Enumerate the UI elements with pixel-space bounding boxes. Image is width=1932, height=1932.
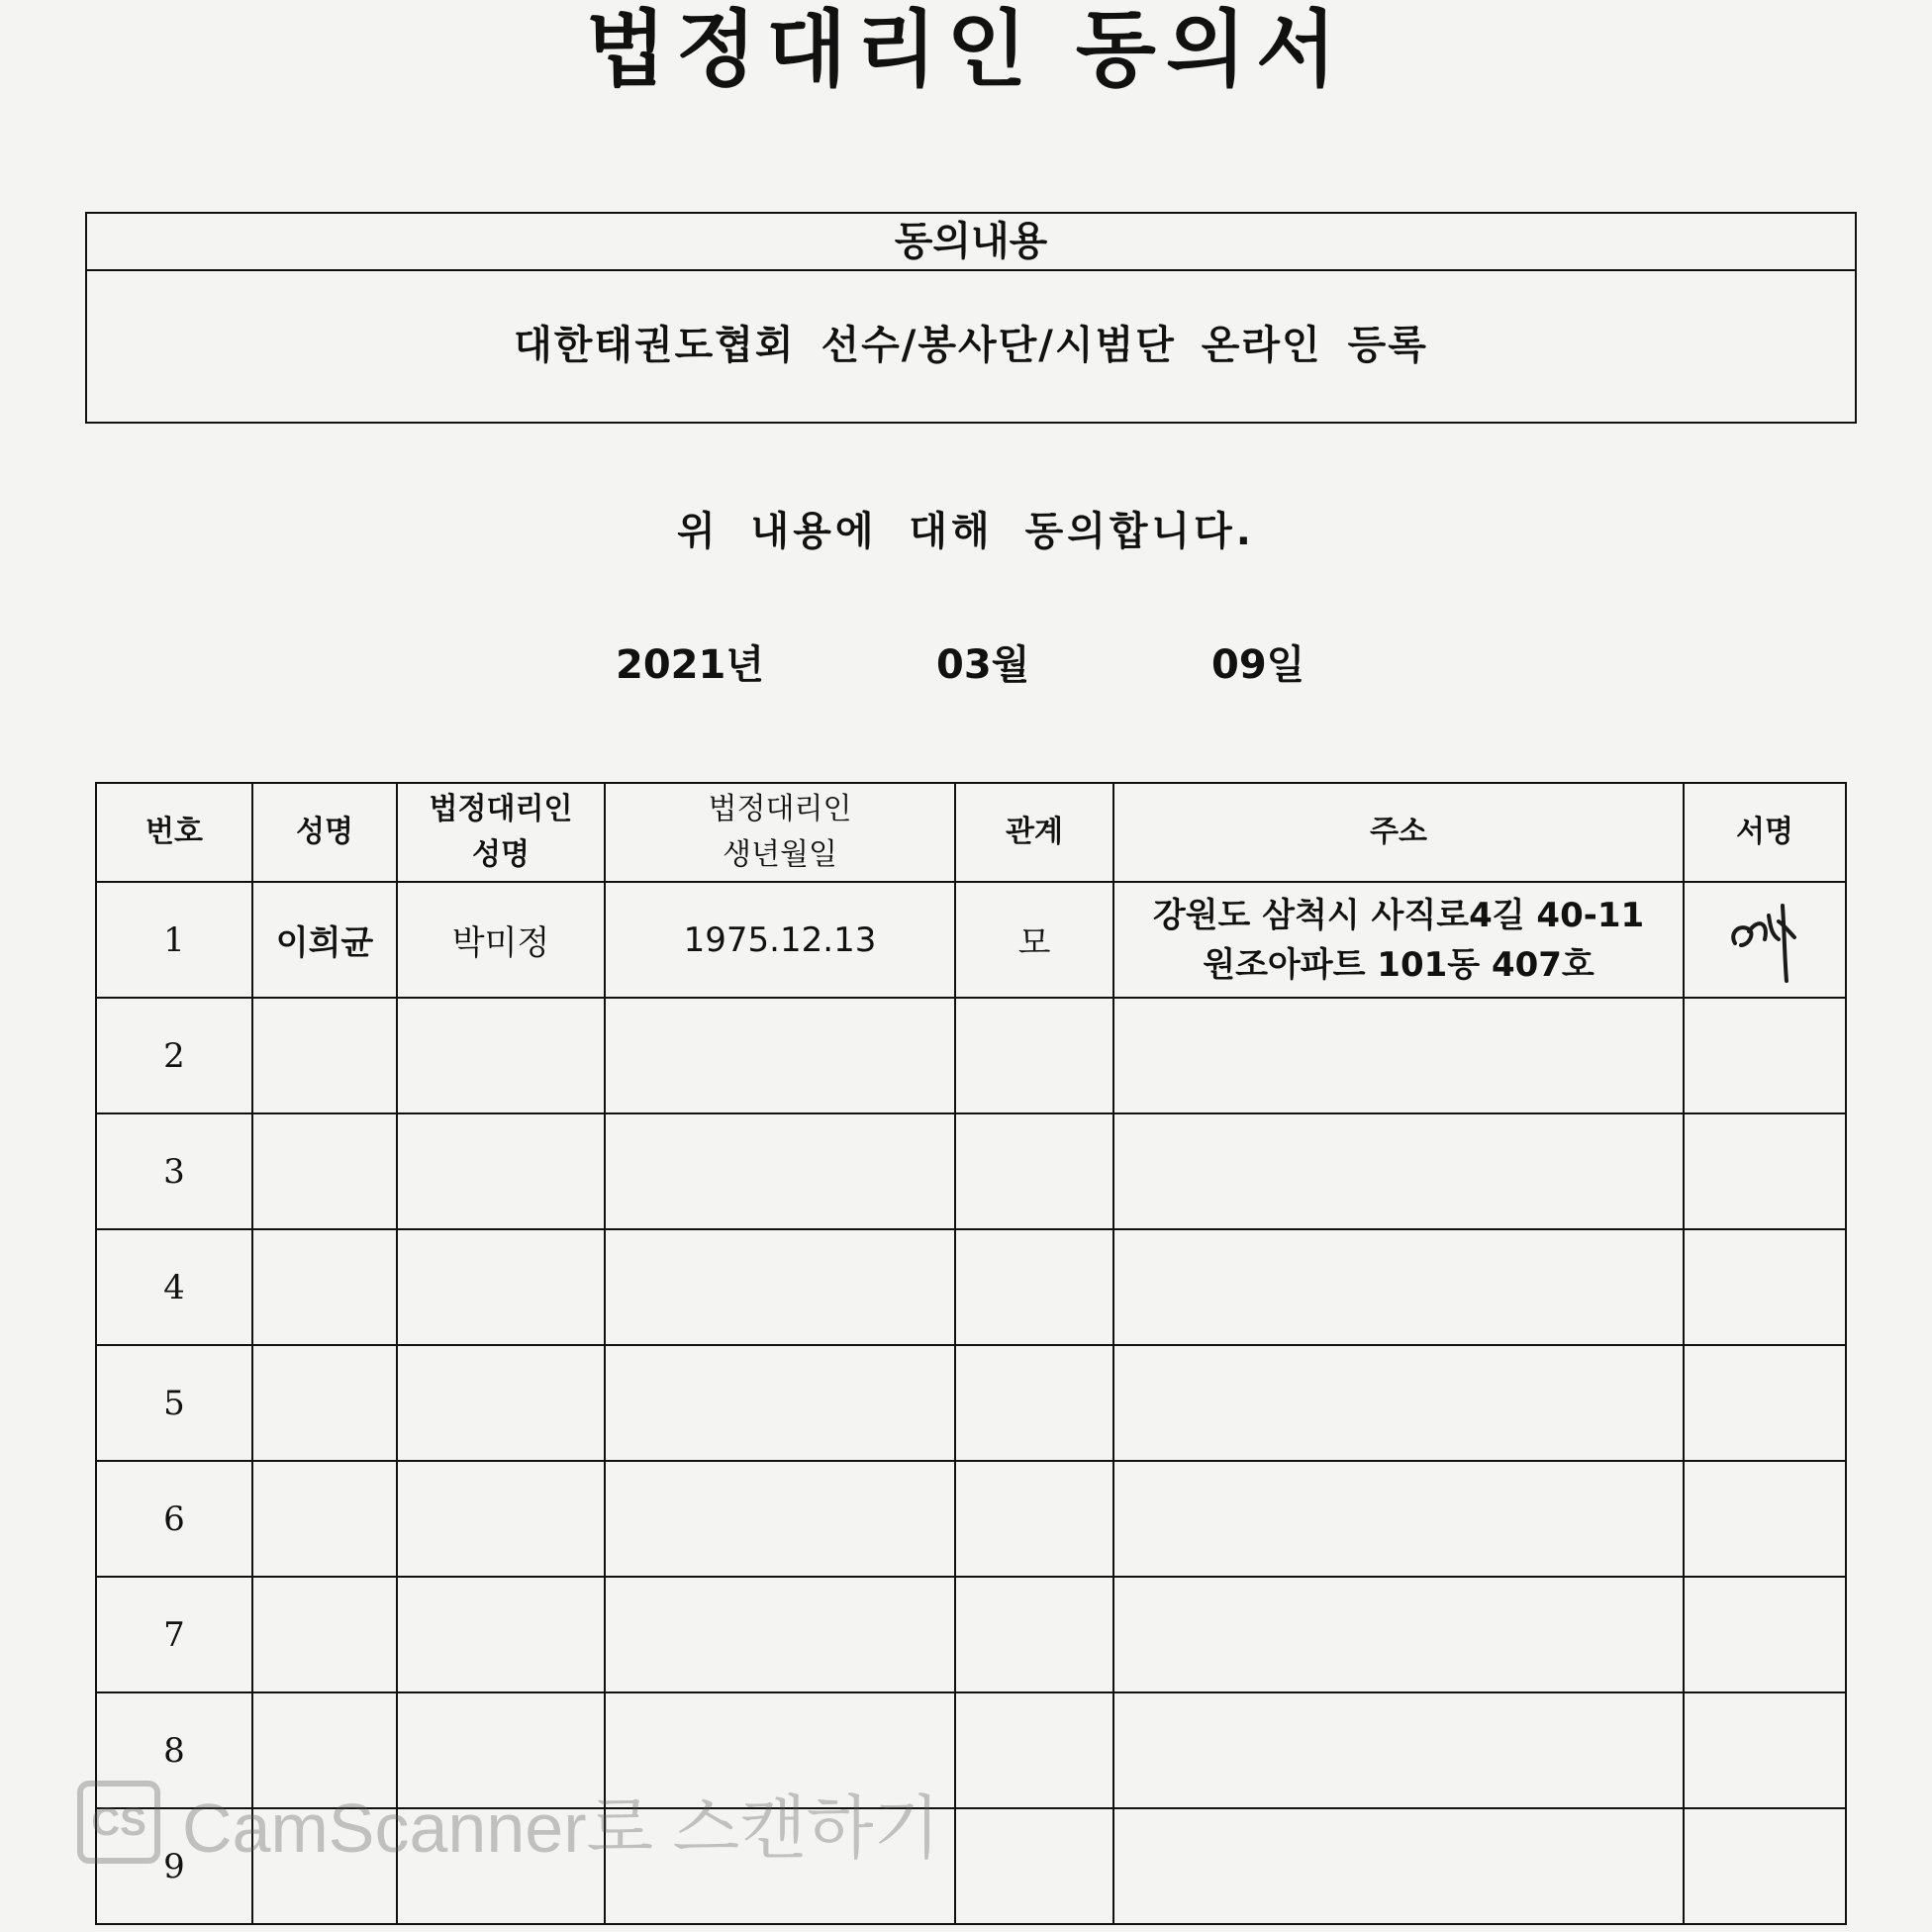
table-row xyxy=(96,1345,1846,1461)
row-number: 3 xyxy=(96,1113,252,1229)
date-day: 09일 xyxy=(1211,642,1305,688)
row-signature xyxy=(1684,998,1846,1113)
row-signature xyxy=(1684,1808,1846,1924)
row-number: 4 xyxy=(96,1229,252,1345)
row-number: 1 xyxy=(96,882,252,998)
row-number: 6 xyxy=(96,1461,252,1577)
row-number: 5 xyxy=(96,1345,252,1461)
header-relation: 관계 xyxy=(955,783,1113,882)
table-row xyxy=(96,998,1846,1113)
row-guardian-dob xyxy=(605,1229,955,1345)
row-student-name: 이희균 xyxy=(252,882,397,998)
row-signature xyxy=(1684,1229,1846,1345)
consent-content-header: 동의내용 xyxy=(87,214,1855,271)
row-number: 8 xyxy=(96,1692,252,1808)
row-guardian-dob: 1975.12.13 xyxy=(605,882,955,998)
row-guardian-name xyxy=(397,1113,605,1229)
row-relation xyxy=(955,1577,1113,1692)
row-number: 9 xyxy=(96,1808,252,1924)
row-guardian-name xyxy=(397,1229,605,1345)
row-number: 2 xyxy=(96,998,252,1113)
row-signature xyxy=(1684,1577,1846,1692)
row-student-name xyxy=(252,1345,397,1461)
header-address: 주소 xyxy=(1113,783,1684,882)
table-row xyxy=(96,882,1846,998)
row-guardian-dob xyxy=(605,1345,955,1461)
header-signature: 서명 xyxy=(1684,783,1846,882)
row-guardian-dob xyxy=(605,1577,955,1692)
row-guardian-dob xyxy=(605,1113,955,1229)
camscanner-watermark-text: CamScanner로 스캔하기 xyxy=(182,1788,941,1867)
row-student-name xyxy=(252,1229,397,1345)
row-guardian-name xyxy=(397,1461,605,1577)
row-number: 7 xyxy=(96,1577,252,1692)
row-address xyxy=(1113,1461,1684,1577)
header-guardian-dob: 법정대리인 생년월일 xyxy=(605,783,955,882)
row-relation xyxy=(955,1345,1113,1461)
row-signature xyxy=(1684,1692,1846,1808)
agreement-statement: 위 내용에 대해 동의합니다. xyxy=(676,509,1255,554)
row-student-name xyxy=(252,1577,397,1692)
consent-content-text: 대한태권도협회 선수/봉사단/시범단 온라인 등록 xyxy=(514,323,1428,368)
header-name: 성명 xyxy=(252,783,397,882)
row-address xyxy=(1113,1113,1684,1229)
camscanner-watermark xyxy=(77,1780,940,1865)
row-relation xyxy=(955,1461,1113,1577)
document-title: 법정대리인 동의서 xyxy=(585,1,1347,98)
row-guardian-name xyxy=(397,1577,605,1692)
table-row xyxy=(96,1113,1846,1229)
row-signature xyxy=(1684,1461,1846,1577)
row-signature xyxy=(1684,1345,1846,1461)
table-row xyxy=(96,1229,1846,1345)
row-address xyxy=(1113,998,1684,1113)
row-address xyxy=(1113,1692,1684,1808)
row-relation xyxy=(955,998,1113,1113)
row-student-name xyxy=(252,1461,397,1577)
row-guardian-dob xyxy=(605,1461,955,1577)
row-guardian-name: 박미정 xyxy=(397,882,605,998)
camscanner-logo-icon: CS xyxy=(77,1781,160,1864)
row-signature xyxy=(1684,882,1846,998)
header-guardian-name: 법정대리인 성명 xyxy=(397,783,605,882)
row-guardian-dob xyxy=(605,998,955,1113)
row-guardian-name xyxy=(397,998,605,1113)
row-address xyxy=(1113,1345,1684,1461)
row-relation xyxy=(955,1229,1113,1345)
row-signature xyxy=(1684,1113,1846,1229)
row-address xyxy=(1113,1577,1684,1692)
row-relation xyxy=(955,1808,1113,1924)
row-relation xyxy=(955,1113,1113,1229)
table-row xyxy=(96,1577,1846,1692)
row-student-name xyxy=(252,998,397,1113)
header-number: 번호 xyxy=(96,783,252,882)
consent-content-box xyxy=(85,212,1857,424)
row-relation xyxy=(955,1692,1113,1808)
row-guardian-name xyxy=(397,1345,605,1461)
row-relation: 모 xyxy=(955,882,1113,998)
date-month: 03월 xyxy=(936,642,1030,688)
row-student-name xyxy=(252,1113,397,1229)
handwritten-signature xyxy=(1725,896,1804,985)
row-address xyxy=(1113,1808,1684,1924)
row-address: 강원도 삼척시 사직로4길 40-11 원조아파트 101동 407호 xyxy=(1113,882,1684,998)
guardian-table xyxy=(95,782,1847,1925)
date-year: 2021년 xyxy=(616,642,764,688)
row-address xyxy=(1113,1229,1684,1345)
table-row xyxy=(96,1461,1846,1577)
table-header-row xyxy=(96,783,1846,882)
